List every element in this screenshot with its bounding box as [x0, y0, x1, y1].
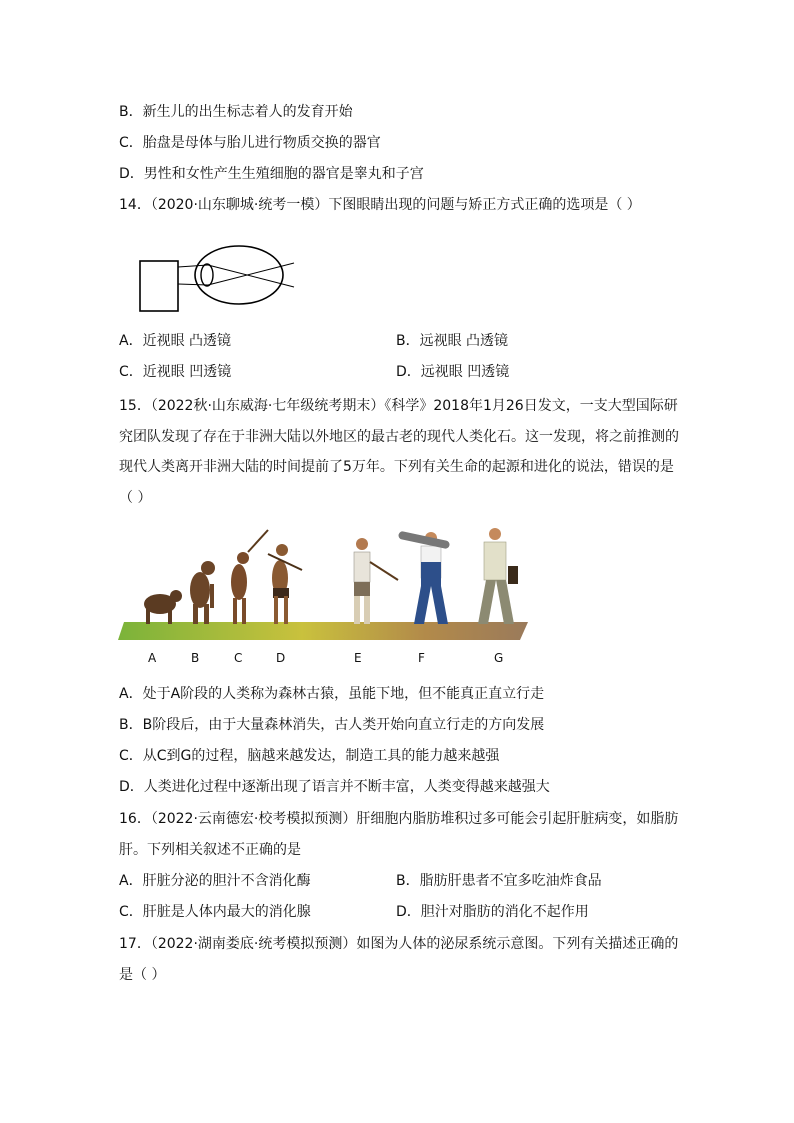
- q15-stem-line3: 现代人类离开非洲大陆的时间提前了5万年。下列有关生命的起源和进化的说法，错误的是: [119, 459, 674, 475]
- q14-option-d: D．远视眼 凹透镜: [396, 364, 510, 380]
- eye-diagram-figure: [138, 240, 298, 316]
- figure-d-caveman: [268, 544, 302, 624]
- q13-option-b: B．新生儿的出生标志着人的发育开始: [119, 104, 353, 120]
- ground-strip: [118, 622, 528, 640]
- evolution-label-d: D: [276, 651, 286, 665]
- figure-c-hominid: [231, 530, 268, 624]
- q14-option-c: C．近视眼 凹透镜: [119, 364, 232, 380]
- q15-stem-line1: 15．（2022秋·山东威海·七年级统考期末）《科学》2018年1月26日发文，一支大型国际研: [119, 398, 678, 414]
- figure-f-worker: [398, 531, 451, 624]
- figure-b-ape: [190, 561, 215, 624]
- q17-stem-line2: 是（ ）: [119, 967, 166, 983]
- evolution-label-g: G: [494, 651, 504, 665]
- q16-option-d: D．胆汁对脂肪的消化不起作用: [396, 904, 589, 920]
- q15-option-a: A．处于A阶段的人类称为森林古猿，虽能下地，但不能真正直立行走: [119, 686, 545, 702]
- human-evolution-figure: [118, 522, 534, 646]
- evolution-label-e: E: [354, 651, 362, 665]
- q15-option-d: D．人类进化过程中逐渐出现了语言并不断丰富，人类变得越来越强大: [119, 779, 550, 795]
- q16-option-b: B．脂肪肝患者不宜多吃油炸食品: [396, 873, 602, 889]
- object-box: [140, 261, 178, 311]
- q13-option-c: C．胎盘是母体与胎儿进行物质交换的器官: [119, 135, 381, 151]
- evolution-label-c: C: [234, 651, 243, 665]
- q16-stem-line2: 肝。下列相关叙述不正确的是: [119, 842, 301, 858]
- q13-option-d: D．男性和女性产生生殖细胞的器官是睾丸和子宫: [119, 166, 424, 182]
- evolution-label-b: B: [191, 651, 200, 665]
- evolution-label-a: A: [148, 651, 157, 665]
- q15-stem-line2: 究团队发现了存在于非洲大陆以外地区的最古老的现代人类化石。这一发现，将之前推测的: [119, 429, 679, 445]
- q15-stem-line4: （ ）: [119, 490, 152, 506]
- figure-e-human: [354, 538, 398, 624]
- q14-option-b: B．远视眼 凸透镜: [396, 333, 509, 349]
- q14-option-a: A．近视眼 凸透镜: [119, 333, 232, 349]
- figure-g-modern-human: [478, 528, 518, 624]
- q15-option-c: C．从C到G的过程，脑越来越发达，制造工具的能力越来越强: [119, 748, 500, 764]
- eye-lens: [201, 264, 213, 286]
- q15-option-b: B．B阶段后，由于大量森林消失，古人类开始向直立行走的方向发展: [119, 717, 545, 733]
- figure-a-ape: [144, 590, 182, 624]
- q17-stem-line1: 17．（2022·湖南娄底·统考模拟预测）如图为人体的泌尿系统示意图。下列有关描述正确的: [119, 936, 679, 952]
- eyeball: [195, 246, 283, 304]
- q16-option-a: A．肝脏分泌的胆汁不含消化酶: [119, 873, 311, 889]
- evolution-label-f: F: [418, 651, 425, 665]
- q16-stem-line1: 16．（2022·云南德宏·校考模拟预测）肝细胞内脂肪堆积过多可能会引起肝脏病变，如脂肪: [119, 811, 679, 827]
- q14-stem: 14．（2020·山东聊城·统考一模）下图眼睛出现的问题与矫正方式正确的选项是（ ）: [119, 197, 641, 213]
- q16-option-c: C．肝脏是人体内最大的消化腺: [119, 904, 311, 920]
